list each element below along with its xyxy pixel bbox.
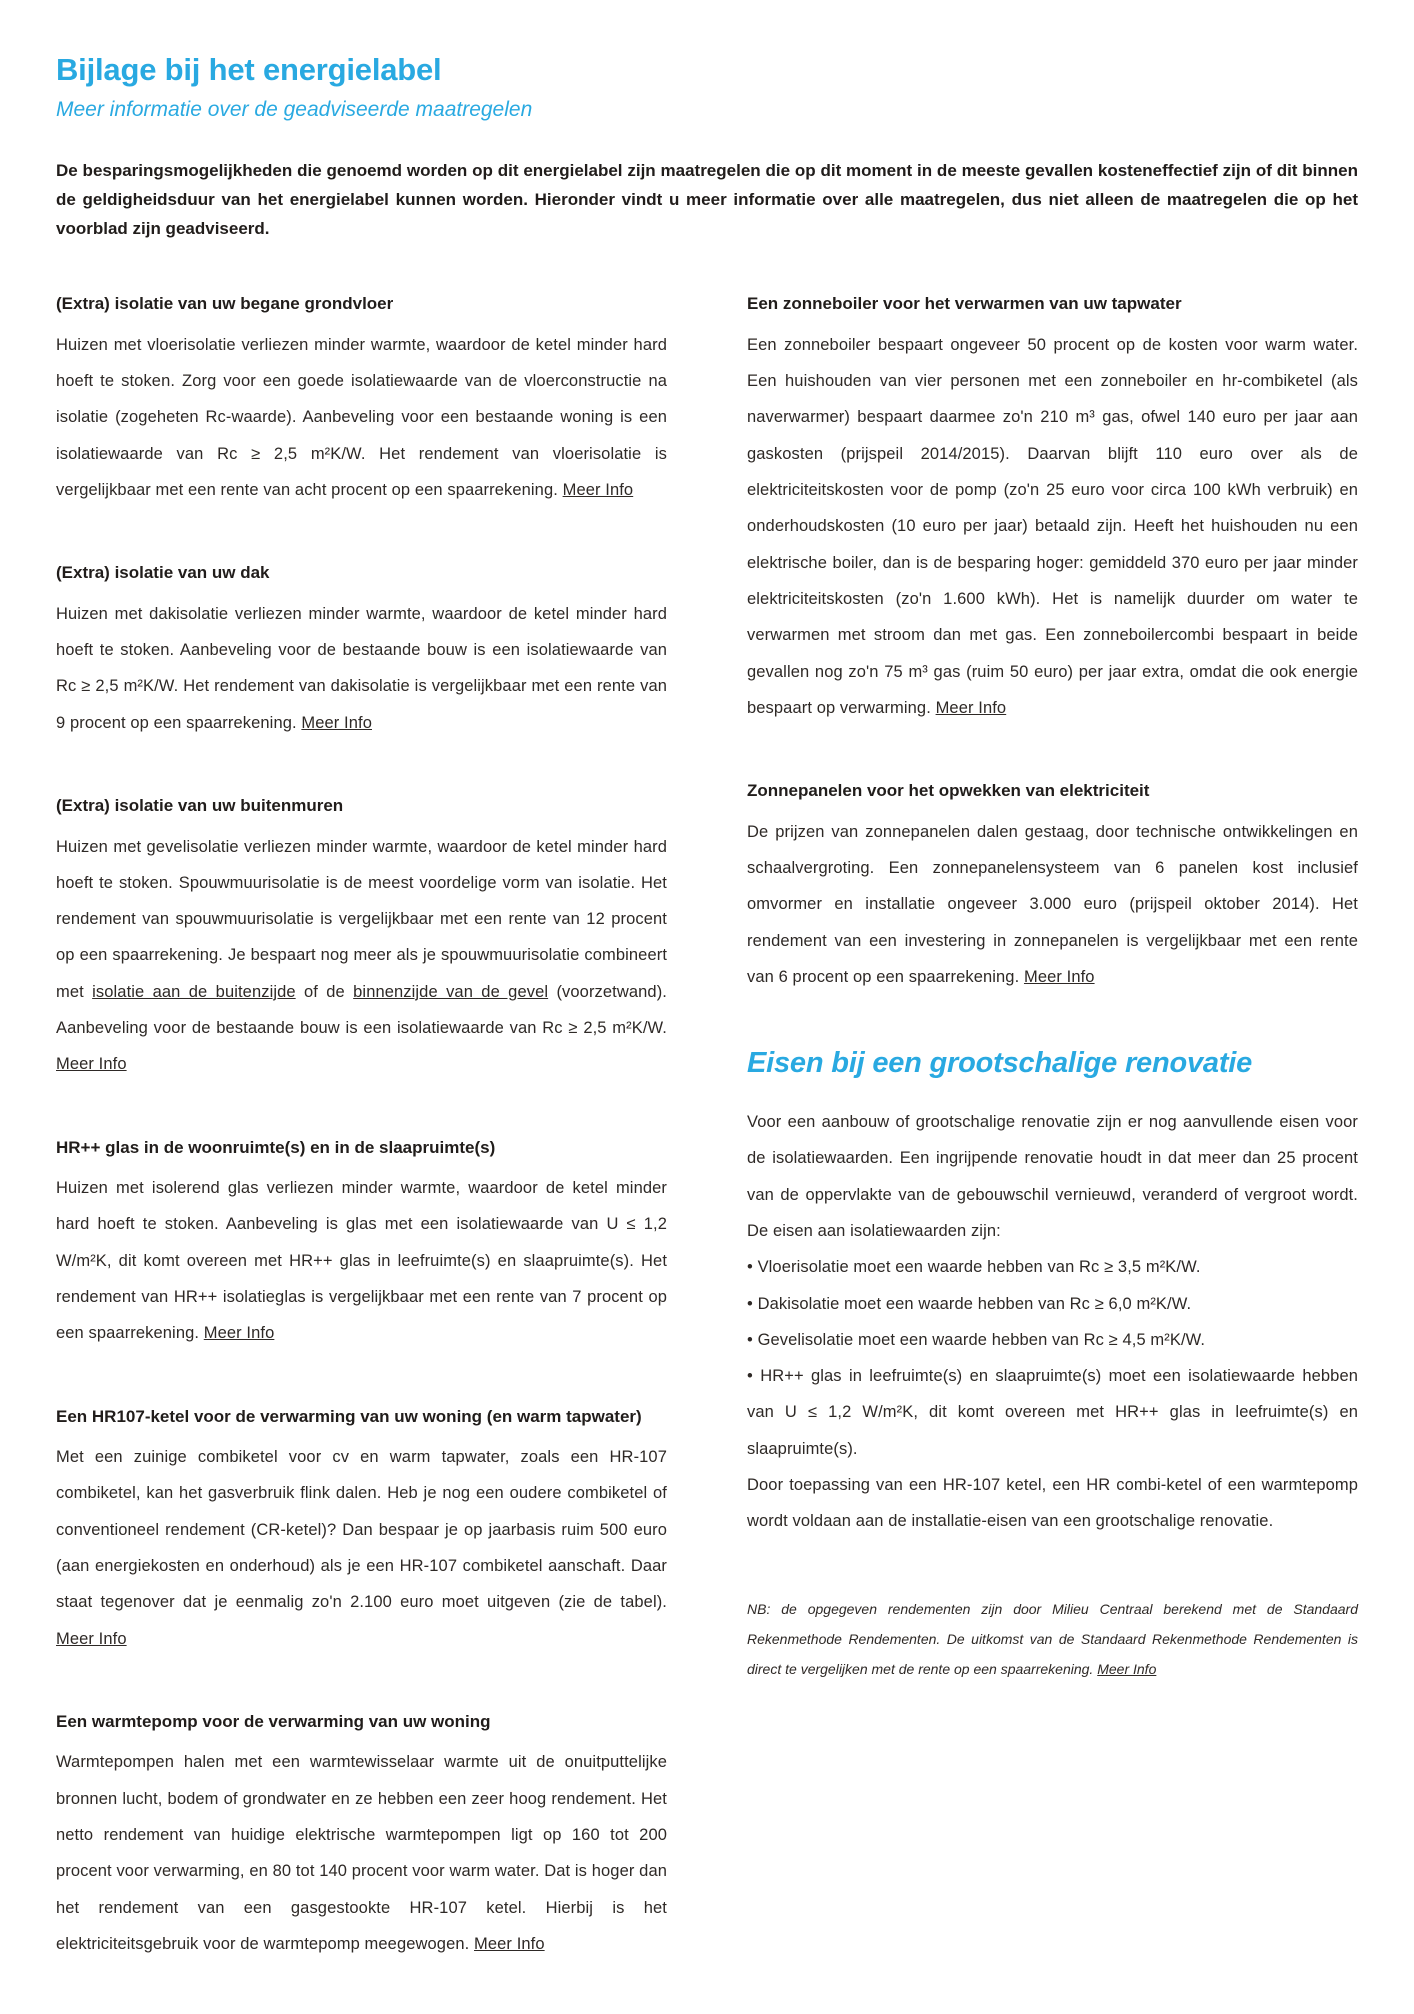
section-paragraph (56, 1170, 667, 1351)
text-segment: Dakisolatie moet een waarde hebben van Rc ≥ 6,0 m²K/W. (757, 1294, 1192, 1313)
right-column (747, 291, 1358, 2014)
text-segment: Een zonneboiler bespaart ongeveer 50 procent op de kosten voor warm water. Een huishouden van vier personen met een zonneboiler en hr-combiketel (als naverwarmer) bespaart daarmee zo'n 210 m³ gas, ofwel 140 euro per jaar aan gaskosten (prijspeil 2014/2015). Daarvan blijft 110 euro over als de elektriciteitskosten voor de pomp (zo'n 25 euro voor circa 100 kWh verbruik) en onderhoudskosten (10 euro per jaar) betaald zijn. Heeft het huishouden nu een elektrische boiler, dan is de besparing hoger: gemiddeld 370 euro per jaar minder elektriciteitskosten (zo'n 1.600 kWh). Het is namelijk duurder om water te verwarmen met stroom dan met gas. Een zonneboilercombi bespaart in beide gevallen nog zo'n 75 m³ gas (ruim 50 euro) per jaar extra, omdat die ook energie bespaart op verwarming. (747, 335, 1358, 717)
paragraph (747, 1104, 1358, 1249)
section-paragraph (747, 327, 1358, 726)
meer-info-link[interactable]: Meer Info (474, 1934, 545, 1953)
measure-section (56, 560, 667, 741)
intro-paragraph: De besparingsmogelijkheden die genoemd worden op dit energielabel zijn maatregelen die op dit moment in de meeste gevallen kosteneffectief zijn of dit binnen de geldigheidsduur van het energielabel kunnen worden. Hieronder vindt u meer informatie over alle maatregelen, dus niet alleen de maatregelen die op het voorblad zijn geadviseerd. (56, 160, 1358, 239)
measure-section (56, 1135, 667, 1352)
section-heading: (Extra) isolatie van uw begane grondvloer (56, 294, 394, 314)
inline-link[interactable]: isolatie aan de buitenzijde (92, 982, 296, 1001)
left-column (56, 291, 667, 2014)
section-heading: Een HR107-ketel voor de verwarming van uw woning (en warm tapwater) (56, 1406, 642, 1426)
meer-info-link[interactable]: Meer Info (935, 698, 1007, 717)
renovation-heading: Eisen bij een grootschalige renovatie (747, 1047, 1253, 1080)
text-segment: Huizen met vloerisolatie verliezen minder warmte, waardoor de ketel minder hard hoeft te stoken. Zorg voor een goede isolatiewaarde van de vloerconstructie na isolatie (zogeheten Rc-waarde). Aanbeveling voor een bestaande woning is een isolatiewaarde van Rc ≥ 2,5 m²K/W. Het rendement van vloerisolatie is vergelijkbaar met een rente van acht procent op een spaarrekening. (56, 335, 667, 500)
section-heading: (Extra) isolatie van uw buitenmuren (56, 796, 344, 816)
section-heading: Zonnepanelen voor het opwekken van elektriciteit (747, 781, 1150, 801)
section-paragraph (56, 829, 667, 1083)
measure-section (56, 1404, 667, 1657)
section-heading: Een warmtepomp voor de verwarming van uw woning (56, 1711, 491, 1731)
measure-section (747, 291, 1358, 726)
bullet-item (747, 1322, 1358, 1358)
measure-section (56, 291, 667, 508)
section-paragraph (56, 596, 667, 741)
paragraph (747, 1467, 1358, 1540)
bullet-item (747, 1249, 1358, 1285)
text-segment: De prijzen van zonnepanelen dalen gestaag, door technische ontwikkelingen en schaalvergroting. Een zonnepanelensysteem van 6 panelen kost inclusief omvormer en installatie ongeveer 3.000 euro (prijspeil oktober 2014). Het rendement van een investering in zonnepanelen is vergelijkbaar met een rente van 6 procent op een spaarrekening. (747, 822, 1358, 986)
section-paragraph (56, 1744, 667, 1962)
meer-info-link[interactable]: Meer Info (56, 1055, 127, 1074)
page-subtitle: Meer informatie over de geadviseerde maatregelen (56, 97, 533, 121)
meer-info-link[interactable]: Meer Info (1097, 1660, 1157, 1677)
text-segment: Door toepassing van een HR-107 ketel, een HR combi-ketel of een warmtepomp wordt voldaan aan de installatie-eisen van een grootschalige renovatie. (747, 1476, 1358, 1531)
text-segment: HR++ glas in leefruimte(s) en slaapruimte(s) moet een isolatiewaarde hebben van U ≤ 1,2 W/m²K, dit komt overeen met HR++ glas in leefruimte(s) en slaapruimte(s). (747, 1367, 1358, 1458)
text-segment: Vloerisolatie moet een waarde hebben van Rc ≥ 3,5 m²K/W. (757, 1258, 1201, 1277)
text-segment: NB: de opgegeven rendementen zijn door Milieu Centraal berekend met de Standaard Rekenmethode Rendementen. De uitkomst van de Standaard Rekenmethode Rendementen is direct te vergelijken met de rente op een spaarrekening. (747, 1600, 1358, 1677)
text-segment: Huizen met isolerend glas verliezen minder warmte, waardoor de ketel minder hard hoeft te stoken. Aanbeveling is glas met een isolatiewaarde van U ≤ 1,2 W/m²K, dit komt overeen met HR++ glas in leefruimte(s) en slaapruimte(s). Het rendement van HR++ isolatieglas is vergelijkbaar met een rente van 7 procent op een spaarrekening. (56, 1179, 667, 1343)
text-segment: Voor een aanbouw of grootschalige renovatie zijn er nog aanvullende eisen voor de isolatiewaarden. Een ingrijpende renovatie houdt in dat meer dan 25 procent van de oppervlakte van de gebouwschil vernieuwd, veranderd of vergroot wordt. De eisen aan isolatiewaarden zijn: (747, 1113, 1358, 1240)
measure-section (56, 1709, 667, 1962)
meer-info-link[interactable]: Meer Info (562, 481, 634, 500)
section-paragraph (56, 327, 667, 508)
meer-info-link[interactable]: Meer Info (203, 1324, 275, 1343)
text-segment: Met een zuinige combiketel voor cv en warm tapwater, zoals een HR-107 combiketel, kan het gasverbruik flink dalen. Heb je nog een oudere combiketel of conventioneel rendement (CR-ketel)? Dan bespaar je op jaarbasis ruim 500 euro (aan energiekosten en onderhoud) als je een HR-107 combiketel aanschaft. Daar staat tegenover dat je eenmalig zo'n 2.100 euro moet uitgeven (zie de tabel). (56, 1448, 667, 1612)
footnote (747, 1594, 1358, 1684)
section-heading: Een zonneboiler voor het verwarmen van uw tapwater (747, 294, 1182, 314)
section-paragraph (56, 1439, 667, 1657)
section-paragraph (747, 814, 1358, 995)
measure-section (747, 778, 1358, 995)
text-segment: (voorzetwand). Aanbeveling voor de bestaande bouw is een isolatiewaarde van Rc ≥ 2,5 m²K/W. (56, 982, 667, 1037)
content-columns (56, 291, 1358, 2014)
text-segment: Warmtepompen halen met een warmtewisselaar warmte uit de onuitputtelijke bronnen lucht, bodem of grondwater en ze hebben een zeer hoog rendement. Het netto rendement van huidige elektrische warmtepompen ligt op 160 tot 200 procent voor verwarming, en 80 tot 140 procent voor warm water. Dat is hoger dan het rendement van een gasgestookte HR-107 ketel. Hierbij is het elektriciteitsgebruik voor de warmtepomp meegewogen. (56, 1753, 667, 1953)
inline-link[interactable]: binnenzijde van de gevel (353, 982, 549, 1001)
text-segment: Huizen met dakisolatie verliezen minder warmte, waardoor de ketel minder hard hoeft te stoken. Aanbeveling voor de bestaande bouw is een isolatiewaarde van Rc ≥ 2,5 m²K/W. Het rendement van dakisolatie is vergelijkbaar met een rente van 9 procent op een spaarrekening. (56, 604, 667, 732)
section-heading: (Extra) isolatie van uw dak (56, 563, 270, 583)
meer-info-link[interactable]: Meer Info (1023, 967, 1095, 986)
text-segment: Gevelisolatie moet een waarde hebben van Rc ≥ 4,5 m²K/W. (757, 1330, 1206, 1349)
bullet-item (747, 1286, 1358, 1322)
meer-info-link[interactable]: Meer Info (301, 713, 372, 732)
text-segment: Huizen met gevelisolatie verliezen minder warmte, waardoor de ketel minder hard hoeft te stoken. Spouwmuurisolatie is de meest voordelige vorm van isolatie. Het rendement van spouwmuurisolatie is vergelijkbaar met een rente van 12 procent op een spaarrekening. Je bespaart nog meer als je spouwmuurisolatie combineert met (56, 837, 667, 1001)
bullet-item (747, 1358, 1358, 1467)
page-title: Bijlage bij het energielabel (56, 52, 442, 87)
measure-section (56, 793, 667, 1083)
section-heading: HR++ glas in de woonruimte(s) en in de slaapruimte(s) (56, 1137, 496, 1157)
meer-info-link[interactable]: Meer Info (56, 1629, 127, 1648)
text-segment: of de (295, 982, 354, 1001)
